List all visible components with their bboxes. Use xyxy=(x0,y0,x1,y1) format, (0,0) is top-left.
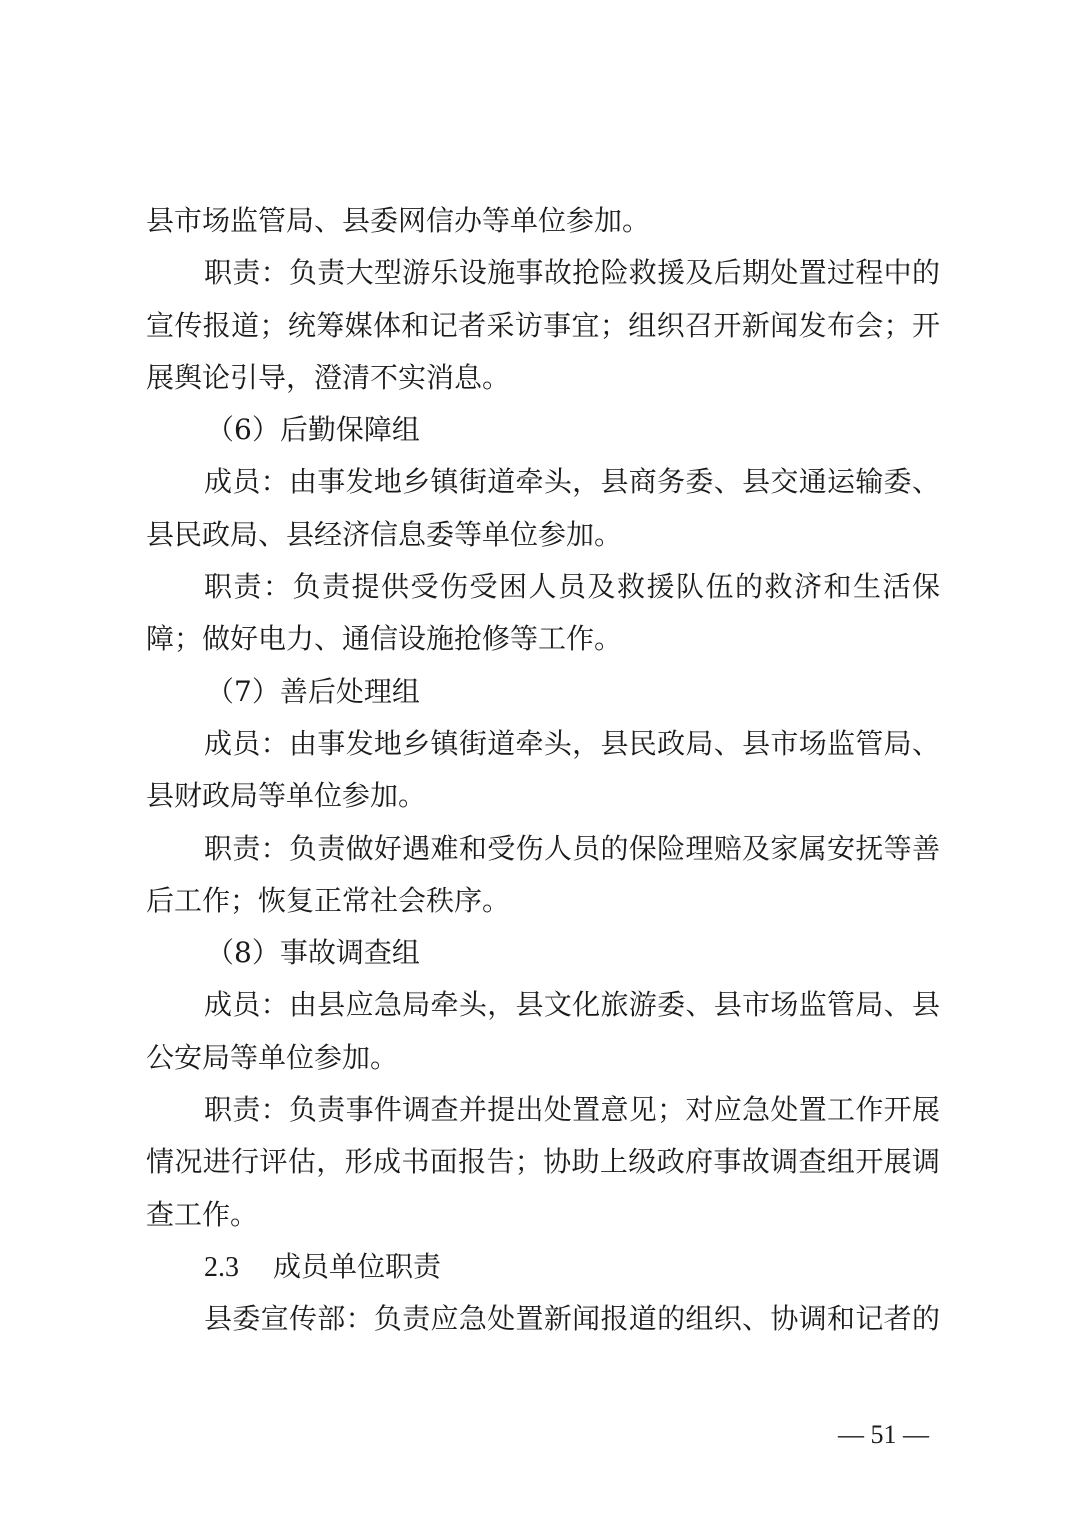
section-title: 成员单位职责 xyxy=(273,1249,442,1283)
text-line: 成员：由县应急局牵头，县文化旅游委、县市场监管局、县 xyxy=(204,988,940,1022)
section-number: 2.3 xyxy=(204,1251,239,1283)
subheading-investigation-group: （8）事故调查组 xyxy=(206,936,420,970)
text-line: 职责：负责大型游乐设施事故抢险救援及后期处置过程中的 xyxy=(204,256,940,290)
text-line: 查工作。 xyxy=(146,1197,259,1231)
document-body xyxy=(146,195,940,1346)
text-line: 县民政局、县经济信息委等单位参加。 xyxy=(146,517,623,551)
text-line: 县市场监管局、县委网信办等单位参加。 xyxy=(146,204,651,237)
text-line: 县委宣传部：负责应急处置新闻报道的组织、协调和记者的 xyxy=(204,1302,940,1336)
text-line: 障；做好电力、通信设施抢修等工作。 xyxy=(146,622,623,656)
text-line: 职责：负责提供受伤受困人员及救援队伍的救济和生活保 xyxy=(204,570,940,604)
text-line: 职责：负责做好遇难和受伤人员的保险理赔及家属安抚等善 xyxy=(204,831,940,865)
page-number: — 51 — xyxy=(838,1420,929,1449)
subheading-aftermath-group: （7）善后处理组 xyxy=(206,674,420,708)
text-line: 后工作；恢复正常社会秩序。 xyxy=(146,883,511,917)
text-line: 成员：由事发地乡镇街道牵头，县商务委、县交通运输委、 xyxy=(204,465,940,499)
section-heading xyxy=(146,1241,940,1293)
text-line: 情况进行评估，形成书面报告；协助上级政府事故调查组开展调 xyxy=(146,1145,940,1179)
text-line: 公安局等单位参加。 xyxy=(146,1040,399,1074)
subheading-logistics-group: （6）后勤保障组 xyxy=(206,413,420,447)
text-line: 宣传报道；统筹媒体和记者采访事宜；组织召开新闻发布会；开 xyxy=(146,308,940,342)
text-line: 职责：负责事件调查并提出处置意见；对应急处置工作开展 xyxy=(204,1093,940,1127)
text-line: 展舆论引导，澄清不实消息。 xyxy=(146,360,511,394)
text-line: 成员：由事发地乡镇街道牵头，县民政局、县市场监管局、 xyxy=(204,726,940,760)
text-line: 县财政局等单位参加。 xyxy=(146,779,427,813)
